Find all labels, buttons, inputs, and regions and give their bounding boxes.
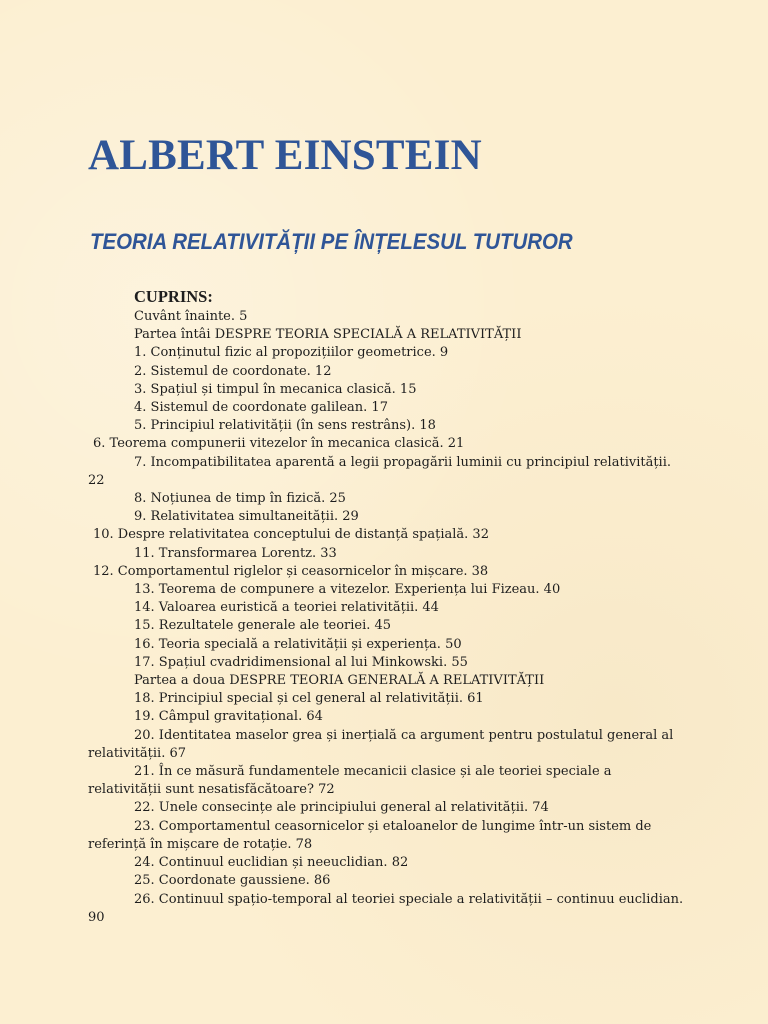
toc-part-heading: Partea întâi DESPRE TEORIA SPECIALĂ A RELATIVITĂȚII bbox=[134, 327, 522, 343]
toc-entry: 10. Despre relativitatea conceptului de distanță spațială. 32 bbox=[93, 527, 489, 543]
toc-entry: 11. Transformarea Lorentz. 33 bbox=[134, 545, 337, 561]
toc-entry: 23. Comportamentul ceasornicelor și etaloanelor de lungime într-un sistem de referință în mișcare de rotație. 78 bbox=[88, 818, 652, 852]
book-title: TEORIA RELATIVITĂȚII PE ÎNȚELESUL TUTUROR bbox=[90, 229, 573, 254]
toc-entry: 24. Continuul euclidian și neeuclidian. 82 bbox=[134, 855, 409, 871]
toc-entry: 16. Teoria specială a relativității și experiența. 50 bbox=[134, 636, 462, 652]
toc-entry: 4. Sistemul de coordonate galilean. 17 bbox=[134, 400, 388, 416]
toc-heading: CUPRINS: bbox=[134, 287, 213, 306]
toc-entry: 3. Spațiul și timpul în mecanica clasică. 15 bbox=[134, 381, 417, 397]
toc-entry: 5. Principiul relativității (în sens restrâns). 18 bbox=[134, 418, 436, 434]
toc-entry: Cuvânt înainte. 5 bbox=[134, 309, 248, 324]
toc-entry: 22. Unele consecințe ale principiului general al relativității. 74 bbox=[134, 800, 549, 816]
author-name: ALBERT EINSTEIN bbox=[88, 132, 482, 179]
toc-entry: 1. Conținutul fizic al propozițiilor geometrice. 9 bbox=[134, 345, 449, 361]
toc-entry: 25. Coordonate gaussiene. 86 bbox=[134, 873, 331, 889]
toc-entry: 19. Câmpul gravitațional. 64 bbox=[134, 709, 323, 725]
toc-entry: 20. Identitatea maselor grea și inerțială ca argument pentru postulatul general al relativității. 67 bbox=[88, 727, 674, 761]
toc-entry: 6. Teorema compunerii vitezelor în mecanica clasică. 21 bbox=[93, 436, 465, 452]
toc-entry: 18. Principiul special și cel general al relativității. 61 bbox=[134, 691, 484, 707]
toc-entry: 17. Spațiul cvadridimensional al lui Minkowski. 55 bbox=[134, 654, 468, 670]
toc-entry: 12. Comportamentul riglelor și ceasornicelor în mișcare. 38 bbox=[93, 563, 489, 579]
toc-entry: 9. Relativitatea simultaneității. 29 bbox=[134, 509, 359, 525]
toc-entry: 13. Teorema de compunere a vitezelor. Experiența lui Fizeau. 40 bbox=[134, 582, 561, 598]
table-of-contents bbox=[88, 286, 688, 927]
toc-entry: 8. Noțiunea de timp în fizică. 25 bbox=[134, 491, 346, 507]
toc-entry: 21. În ce măsură fundamentele mecanicii clasice și ale teoriei speciale a relativității sunt nesatisfăcătoare? 72 bbox=[88, 764, 612, 798]
toc-entry: 14. Valoarea euristică a teoriei relativității. 44 bbox=[134, 600, 439, 616]
toc-part-heading: Partea a doua DESPRE TEORIA GENERALĂ A RELATIVITĂȚII bbox=[134, 673, 545, 689]
toc-entry: 2. Sistemul de coordonate. 12 bbox=[134, 363, 332, 379]
toc-entry: 15. Rezultatele generale ale teoriei. 45 bbox=[134, 618, 392, 634]
toc-entry: 26. Continuul spațio-temporal al teoriei speciale a relativității – continuu euclidian. 90 bbox=[88, 891, 684, 925]
toc-entry: 7. Incompatibilitatea aparentă a legii propagării luminii cu principiul relativității. 22 bbox=[88, 454, 671, 488]
